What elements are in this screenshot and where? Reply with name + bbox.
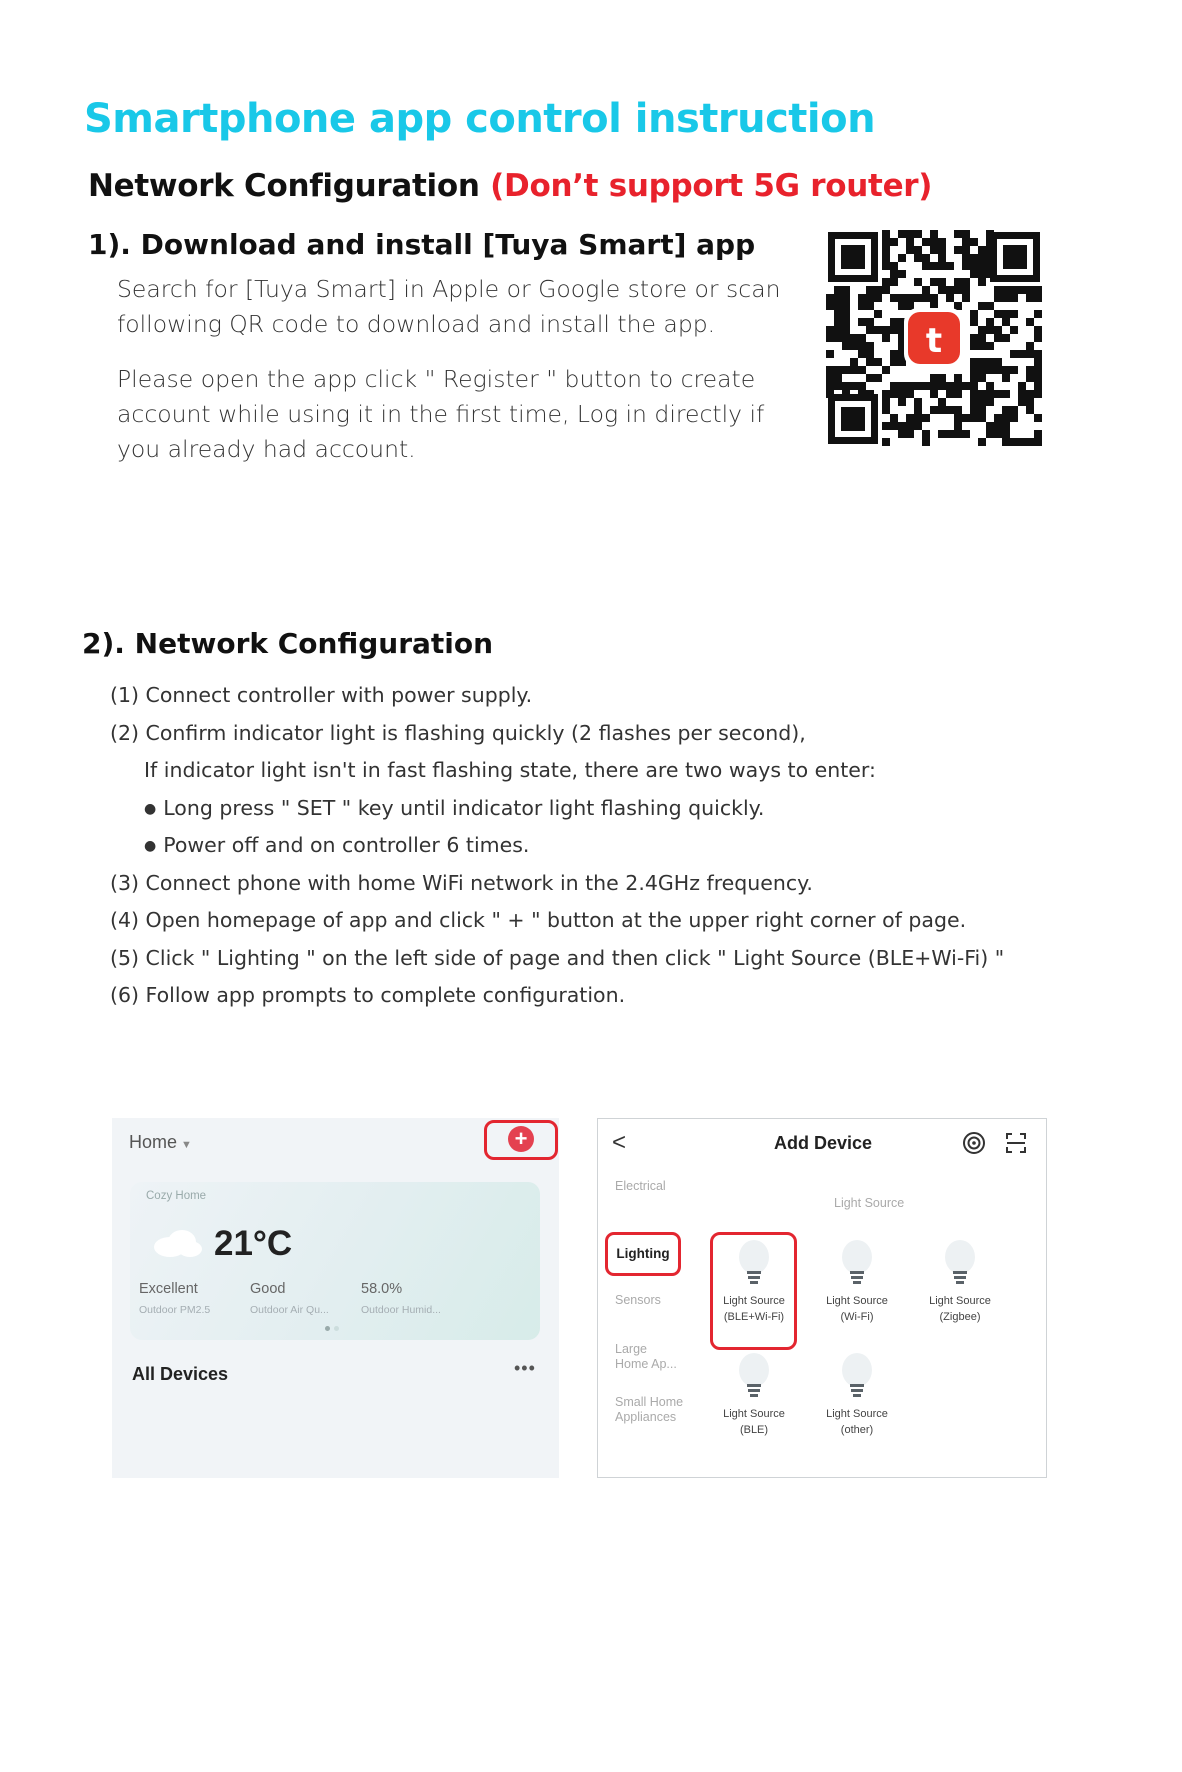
- more-options-icon[interactable]: •••: [514, 1358, 536, 1378]
- step-2: (2) Confirm indicator light is flashing quickly (2 flashes per second),: [110, 720, 806, 745]
- pm25-value: Excellent: [139, 1281, 198, 1297]
- tuya-logo-letter: t: [925, 321, 943, 361]
- device-label-line1: Light Source: [826, 1408, 888, 1420]
- step2-title: 2). Network Configuration: [82, 627, 494, 660]
- pm25-label: Outdoor PM2.5: [139, 1304, 211, 1316]
- tuya-qr-code: [826, 230, 1042, 446]
- qr-scan-icon[interactable]: [1004, 1131, 1028, 1155]
- device-label-line2: (BLE): [739, 1424, 769, 1436]
- category-electrical[interactable]: Electrical: [615, 1179, 666, 1193]
- network-configuration-heading: [88, 168, 932, 204]
- device-label-line1: Light Source: [929, 1295, 991, 1307]
- air-quality-label: Outdoor Air Qu...: [250, 1304, 329, 1316]
- step-3: (3) Connect phone with home WiFi network in the 2.4GHz frequency.: [110, 870, 813, 895]
- step-2-bullet-2: ● Power off and on controller 6 times.: [110, 827, 1004, 865]
- chevron-down-icon: ▼: [181, 1139, 192, 1151]
- step-1: (1) Connect controller with power supply.: [110, 683, 533, 707]
- add-device-title: Add Device: [773, 1133, 873, 1153]
- step-6: (6) Follow app prompts to complete configuration.: [110, 983, 626, 1007]
- device-label-line1: Light Source: [723, 1295, 785, 1307]
- cozy-home-label: Cozy Home: [146, 1190, 207, 1202]
- step-2-note: If indicator light isn't in fast flashing state, there are two ways to enter:: [144, 758, 876, 782]
- app-home-screenshot: [112, 1118, 559, 1478]
- home-label: Home: [129, 1132, 178, 1152]
- back-arrow-icon[interactable]: <: [612, 1129, 627, 1156]
- humidity-value: 58.0%: [361, 1281, 403, 1297]
- cloud-icon: [150, 1228, 204, 1258]
- category-sensors[interactable]: Sensors: [615, 1293, 661, 1307]
- device-light-source-ble[interactable]: [706, 1352, 802, 1438]
- all-devices-label: All Devices: [132, 1364, 229, 1384]
- router-warning: (Don’t support 5G router): [490, 168, 933, 204]
- category-small-home-appliances[interactable]: [615, 1395, 683, 1425]
- device-label-line2: (other): [840, 1424, 874, 1436]
- category-small-line2: Appliances: [615, 1410, 677, 1424]
- device-label-line2: (Wi-Fi): [840, 1311, 874, 1323]
- category-large-line1: Large: [615, 1342, 647, 1356]
- category-large-home-appliances[interactable]: [615, 1342, 677, 1372]
- light-source-heading: Light Source: [834, 1196, 905, 1210]
- weather-card: [130, 1182, 540, 1340]
- auto-scan-icon[interactable]: [962, 1131, 986, 1155]
- device-light-source-ble-wifi[interactable]: [706, 1239, 802, 1325]
- category-small-line1: Small Home: [615, 1395, 684, 1409]
- bulb-icon: [839, 1352, 875, 1402]
- device-label-line1: Light Source: [826, 1295, 888, 1307]
- device-label-line2: (BLE+Wi-Fi): [723, 1311, 785, 1323]
- category-large-line2: Home Ap...: [615, 1357, 677, 1371]
- bulb-icon: [736, 1239, 772, 1289]
- add-device-button[interactable]: +: [508, 1126, 534, 1152]
- step1-title: 1). Download and install [Tuya Smart] app: [88, 228, 756, 261]
- device-light-source-other[interactable]: [809, 1352, 905, 1438]
- qr-finder-top-left: [828, 232, 878, 282]
- home-selector[interactable]: [129, 1132, 192, 1153]
- humidity-label: Outdoor Humid...: [361, 1304, 441, 1316]
- qr-finder-bottom-left: [828, 394, 878, 444]
- category-lighting[interactable]: Lighting: [605, 1232, 681, 1276]
- app-add-device-screenshot: [597, 1118, 1047, 1478]
- tuya-logo-icon: [904, 308, 964, 368]
- step1-paragraph-download: Search for [Tuya Smart] in Apple or Google store or scan following QR code to download and install the app.: [117, 275, 781, 338]
- bulb-icon: [942, 1239, 978, 1289]
- step1-paragraph-register: Please open the app click " Register " button to create account while using it in the first time, Log in directly if you already had account.: [117, 365, 765, 463]
- device-label-line1: Light Source: [723, 1408, 785, 1420]
- configuration-steps: [110, 677, 1004, 1015]
- device-label-line2: (Zigbee): [939, 1311, 981, 1323]
- network-heading-text: Network Configuration: [88, 168, 480, 204]
- qr-finder-top-right: [990, 232, 1040, 282]
- device-light-source-wifi[interactable]: [809, 1239, 905, 1325]
- step-5: (5) Click " Lighting " on the left side of page and then click " Light Source (BLE+Wi-Fi) ": [110, 945, 1005, 970]
- temperature: 21°C: [214, 1224, 293, 1263]
- page-title: Smartphone app control instruction: [84, 96, 876, 142]
- device-light-source-zigbee[interactable]: [912, 1239, 1008, 1325]
- step-4: (4) Open homepage of app and click " + " button at the upper right corner of page.: [110, 908, 967, 932]
- step-2-bullet-1: ● Long press " SET " key until indicator light flashing quickly.: [110, 790, 1004, 828]
- carousel-dots: [325, 1318, 345, 1324]
- bulb-icon: [736, 1352, 772, 1402]
- air-quality-value: Good: [250, 1281, 286, 1297]
- bulb-icon: [839, 1239, 875, 1289]
